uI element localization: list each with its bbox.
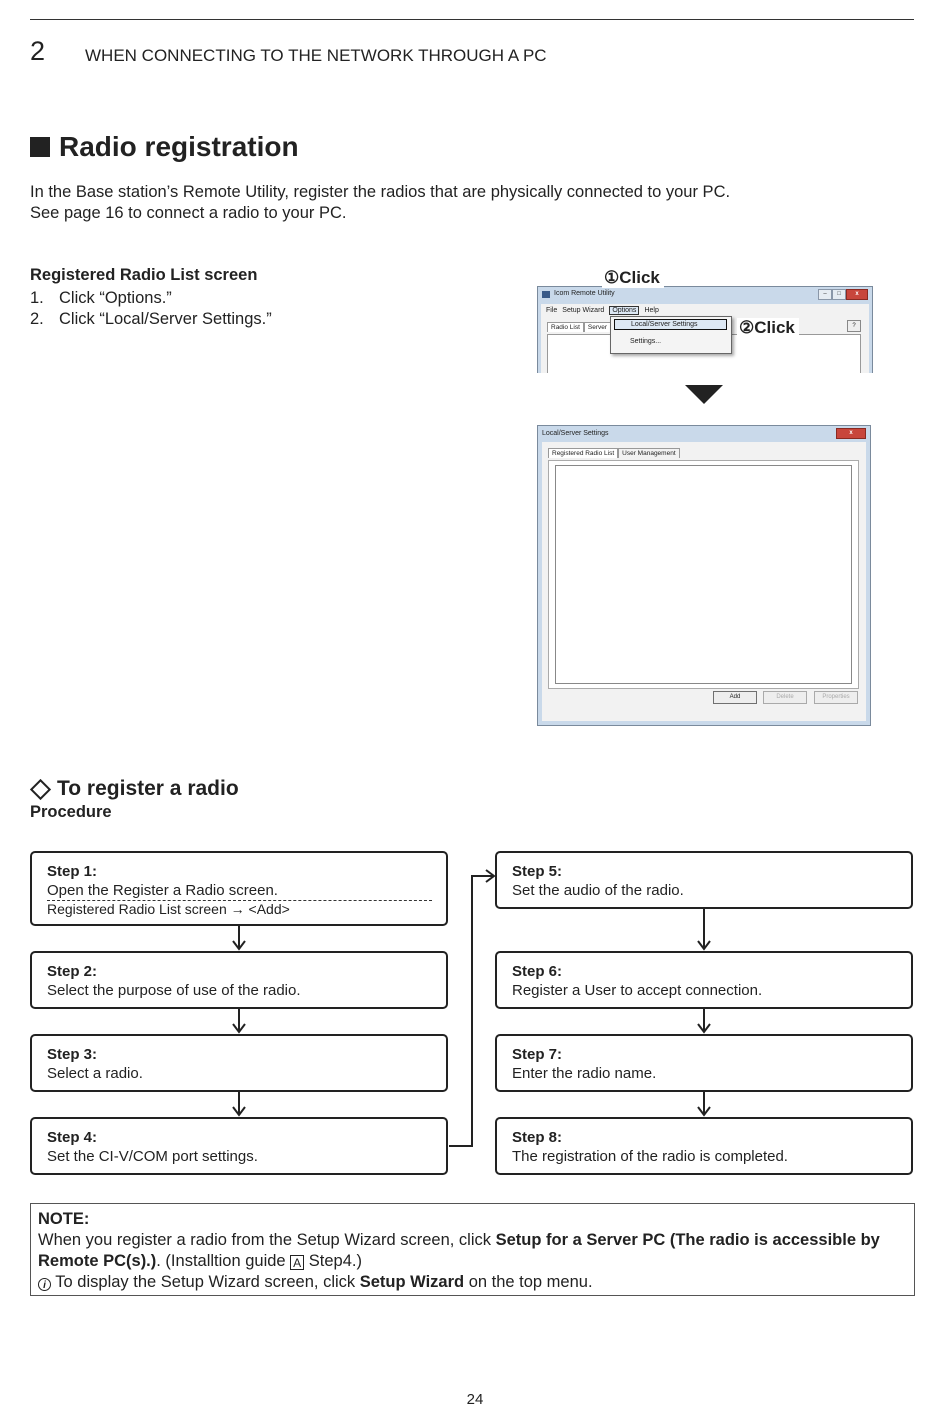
note-line: i To display the Setup Wizard screen, click Setup Wizard on the top menu. <box>38 1272 914 1293</box>
close-icon[interactable]: x <box>846 289 868 300</box>
step-box: Step 8: The registration of the radio is completed. <box>495 1117 913 1175</box>
menu-item-settings[interactable]: Settings... <box>630 338 662 345</box>
help-button[interactable]: ? <box>847 320 861 332</box>
options-dropdown <box>610 316 732 354</box>
step-box: Step 3: Select a radio. <box>30 1034 448 1092</box>
header-rule <box>30 19 914 20</box>
callout-click-1: ①Click <box>602 268 664 288</box>
page-number: 24 <box>466 1391 484 1408</box>
note-line: When you register a radio from the Setup Wizard screen, click Setup for a Server PC (The radio is accessible by Remote PC(s).). (Installtion guide A Step4.) <box>38 1231 880 1270</box>
tab-user-management[interactable]: User Management <box>618 448 679 458</box>
minimize-icon[interactable]: – <box>818 289 832 300</box>
note-box <box>30 1203 915 1296</box>
instruction-item: 2. Click “Local/Server Settings.” <box>30 310 272 328</box>
section-title-text: Radio registration <box>59 131 299 162</box>
step-box: Step 2: Select the purpose of use of the radio. <box>30 951 448 1009</box>
chapter-number: 2 <box>30 36 46 66</box>
step-box: Step 6: Register a User to accept connection. <box>495 951 913 1009</box>
menu-help[interactable]: Help <box>644 307 659 314</box>
menu-item-local-server-settings[interactable]: Local/Server Settings <box>614 319 727 330</box>
procedure-heading: To register a radio <box>30 777 239 801</box>
window-title: Icom Remote Utility <box>554 290 615 297</box>
diamond-bullet-icon <box>30 778 51 799</box>
note-label: NOTE: <box>38 1210 90 1228</box>
maximize-icon[interactable]: □ <box>832 289 846 300</box>
square-bullet-icon <box>30 137 50 157</box>
tab-panel <box>548 460 859 689</box>
registered-list-heading: Registered Radio List screen <box>30 266 258 284</box>
app-icon <box>542 291 550 298</box>
radio-list-box[interactable] <box>555 465 852 684</box>
title-bar <box>538 287 872 303</box>
window-title: Local/Server Settings <box>542 430 609 437</box>
step-box: Step 1: Open the Register a Radio screen. Registered Radio List screen → <Add> <box>30 851 448 926</box>
step-box: Step 7: Enter the radio name. <box>495 1034 913 1092</box>
step-box: Step 5: Set the audio of the radio. <box>495 851 913 909</box>
down-arrow-icon <box>685 385 723 404</box>
local-server-settings-window <box>537 425 871 726</box>
add-button[interactable]: Add <box>713 691 757 704</box>
menu-options[interactable]: Options <box>609 306 639 315</box>
menu-file[interactable]: File <box>546 307 558 314</box>
procedure-subheading: Procedure <box>30 803 112 821</box>
window-body <box>542 442 866 721</box>
dashed-divider <box>47 900 432 901</box>
chapter-title: WHEN CONNECTING TO THE NETWORK THROUGH A PC <box>85 46 547 65</box>
intro-line: In the Base station’s Remote Utility, register the radios that are physically connected to your PC. <box>30 183 731 201</box>
delete-button[interactable]: Delete <box>763 691 807 704</box>
intro-line: See page 16 to connect a radio to your PC. <box>30 204 347 222</box>
tab-registered-radio-list[interactable]: Registered Radio List <box>548 448 618 458</box>
close-icon[interactable]: x <box>836 428 866 439</box>
properties-button[interactable]: Properties <box>814 691 858 704</box>
intro-text <box>30 182 730 224</box>
guide-a-icon: A <box>290 1255 304 1270</box>
instruction-list <box>30 288 272 330</box>
step-box: Step 4: Set the CI-V/COM port settings. <box>30 1117 448 1175</box>
info-icon: i <box>38 1278 51 1291</box>
callout-click-2: ②Click <box>737 318 799 338</box>
instruction-item: 1. Click “Options.” <box>30 289 172 307</box>
menu-setup-wizard[interactable]: Setup Wizard <box>562 307 605 314</box>
tab-radio-list[interactable]: Radio List <box>547 322 584 332</box>
tab-server[interactable]: Server <box>584 322 611 332</box>
section-title <box>30 131 299 163</box>
